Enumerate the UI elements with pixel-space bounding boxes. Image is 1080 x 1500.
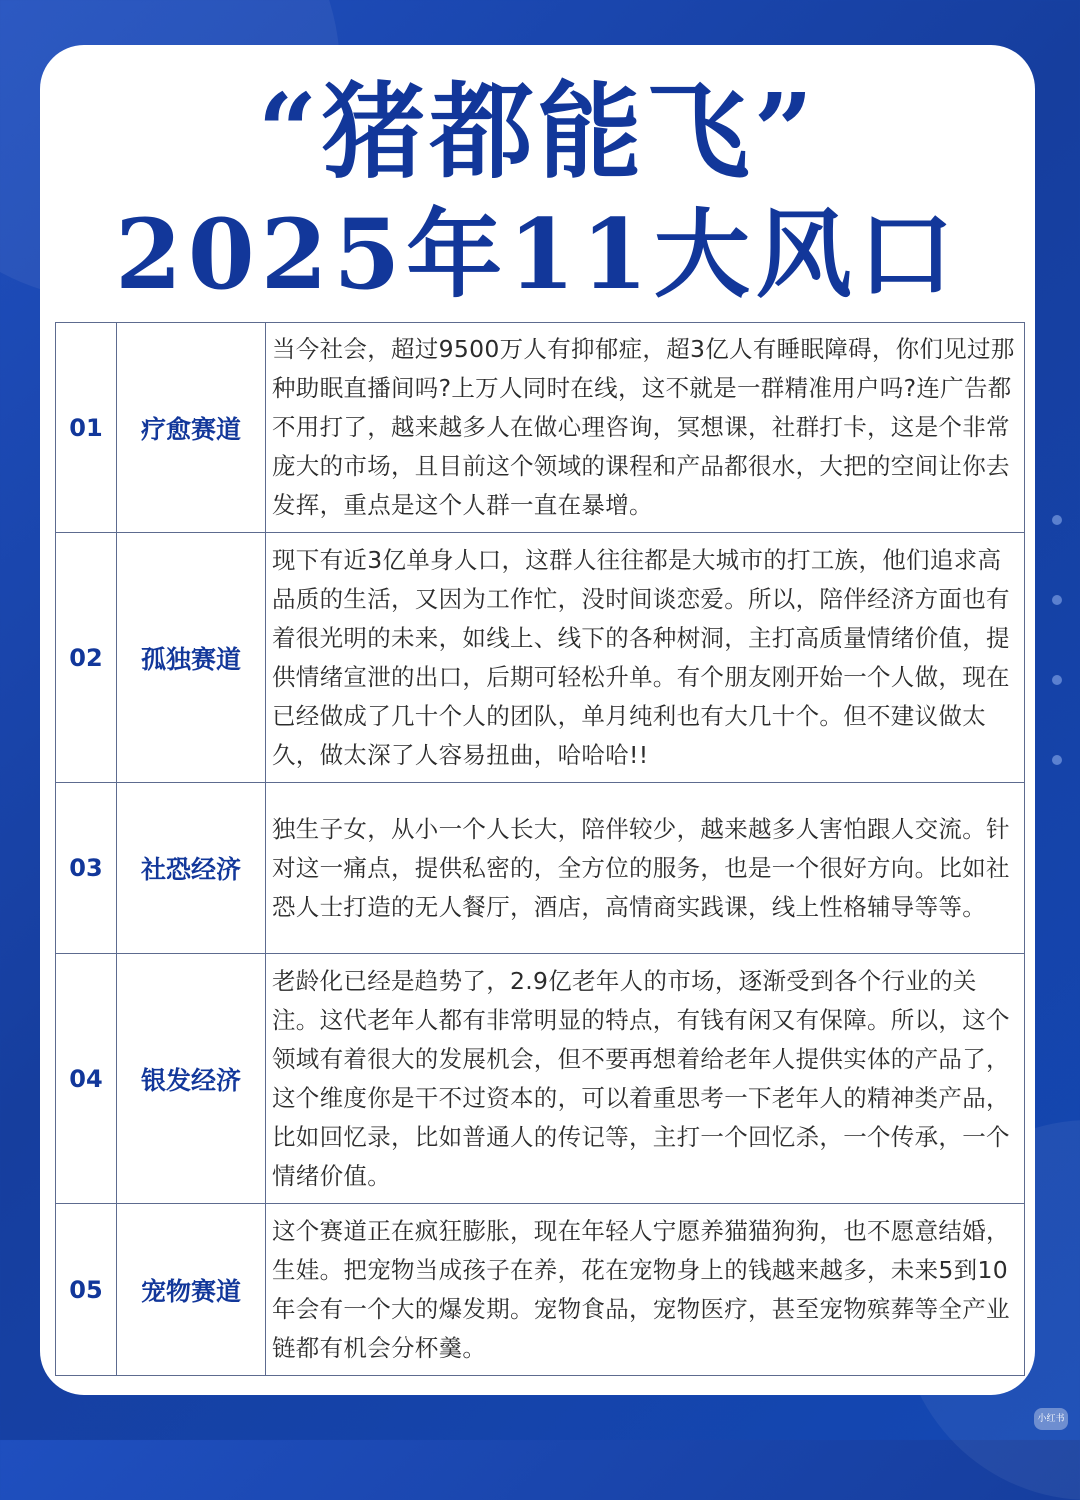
track-number: 02 — [56, 533, 117, 783]
table-row — [56, 1204, 1025, 1376]
title-line-2: 2025年11大风口 — [115, 198, 960, 311]
track-name: 宠物赛道 — [117, 1204, 266, 1376]
track-description: 现下有近3亿单身人口，这群人往往都是大城市的打工族，他们追求高品质的生活，又因为工作忙，没时间谈恋爱。所以，陪伴经济方面也有着很光明的未来，如线上、线下的各种树洞，主打高质量情绪价值，提供情绪宣泄的出口，后期可轻松升单。有个朋友刚开始一个人做，现在已经做成了几十个人的团队，单月纯利也有大几十个。但不建议做太久，做太深了人容易扭曲，哈哈哈!! — [266, 533, 1025, 783]
background-dot — [1052, 675, 1062, 685]
track-name: 孤独赛道 — [117, 533, 266, 783]
track-number: 01 — [56, 323, 117, 533]
track-name: 银发经济 — [117, 954, 266, 1204]
track-number: 05 — [56, 1204, 117, 1376]
track-description: 独生子女，从小一个人长大，陪伴较少，越来越多人害怕跟人交流。针对这一痛点，提供私密的，全方位的服务，也是一个很好方向。比如社恐人士打造的无人餐厅，酒店，高情商实践课，线上性格辅导等等。 — [266, 783, 1025, 954]
table-row — [56, 954, 1025, 1204]
table-row — [56, 533, 1025, 783]
watermark-logo: 小红书 — [1034, 1408, 1068, 1430]
track-name: 社恐经济 — [117, 783, 266, 954]
content-card — [40, 45, 1035, 1395]
track-description: 当今社会，超过9500万人有抑郁症，超3亿人有睡眠障碍，你们见过那种助眠直播间吗?上万人同时在线，这不就是一群精准用户吗?连广告都不用打了，越来越多人在做心理咨询，冥想课，社群打卡，这是个非常庞大的市场，且目前这个领域的课程和产品都很水，大把的空间让你去发挥，重点是这个人群一直在暴增。 — [266, 323, 1025, 533]
track-number: 03 — [56, 783, 117, 954]
table-row — [56, 323, 1025, 533]
track-description: 老龄化已经是趋势了，2.9亿老年人的市场，逐渐受到各个行业的关注。这代老年人都有非常明显的特点，有钱有闲又有保障。所以，这个领域有着很大的发展机会，但不要再想着给老年人提供实体的产品了，这个维度你是干不过资本的，可以着重思考一下老年人的精神类产品，比如回忆录，比如普通人的传记等，主打一个回忆杀，一个传承，一个情绪价值。 — [266, 954, 1025, 1204]
table-row — [56, 783, 1025, 954]
background-dot — [1052, 755, 1062, 765]
track-name: 疗愈赛道 — [117, 323, 266, 533]
background-dot — [1052, 515, 1062, 525]
track-description: 这个赛道正在疯狂膨胀，现在年轻人宁愿养猫猫狗狗，也不愿意结婚，生娃。把宠物当成孩子在养，花在宠物身上的钱越来越多，未来5到10年会有一个大的爆发期。宠物食品，宠物医疗，甚至宠物殡葬等全产业链都有机会分杯羹。 — [266, 1204, 1025, 1376]
title-line-1: “猪都能飞” — [257, 70, 818, 193]
background-dot — [1052, 595, 1062, 605]
track-number: 04 — [56, 954, 117, 1204]
tracks-table — [55, 322, 1025, 1376]
